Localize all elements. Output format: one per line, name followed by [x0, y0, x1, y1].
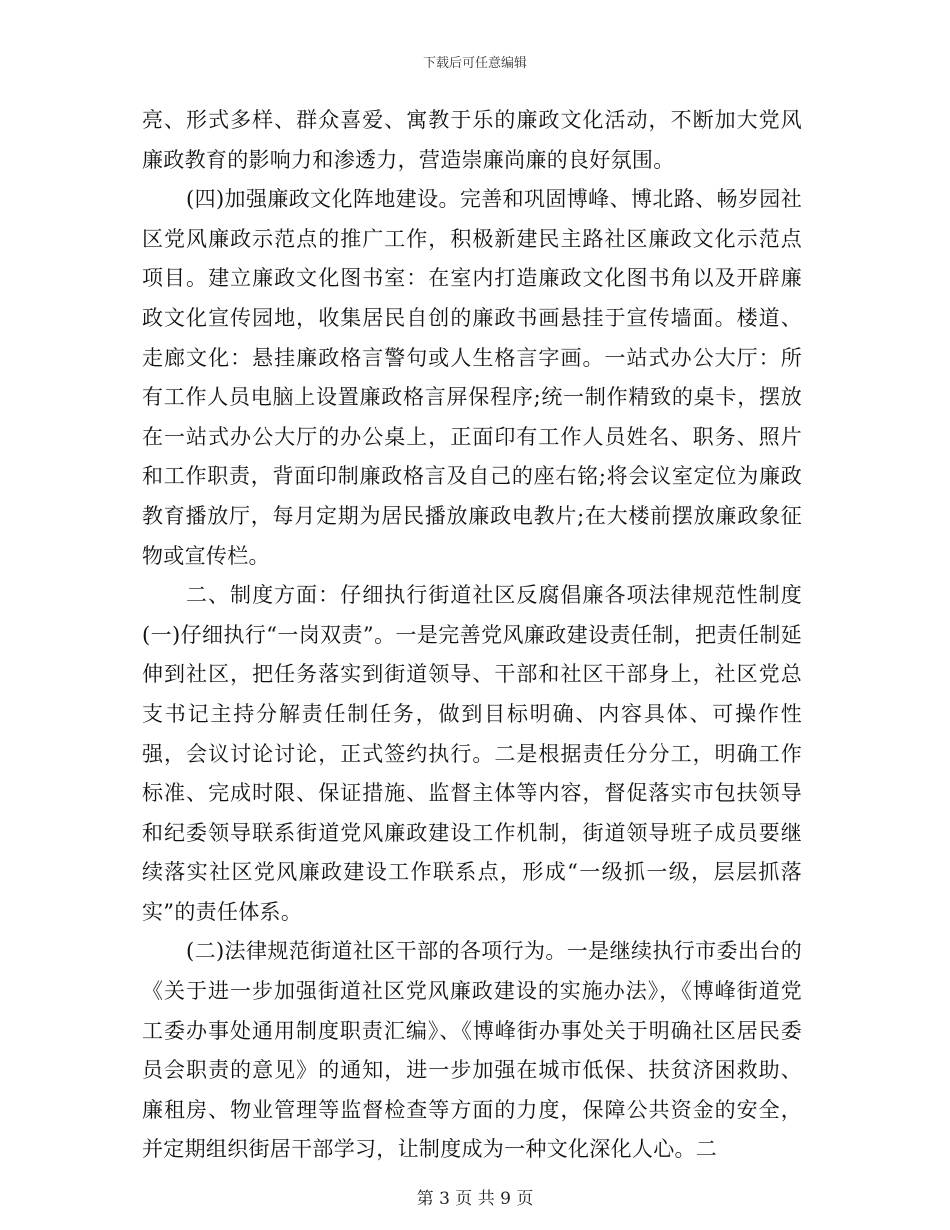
paragraph-2: (四)加强廉政文化阵地建设。完善和巩固博峰、博北路、畅岁园社区党风廉政示范点的推广工作，积极新建民主路社区廉政文化示范点项目。建立廉政文化图书室：在室内打造廉政文化图书角以及开辟廉政文化宣传园地，收集居民自创的廉政书画悬挂于宣传墙面。楼道、走廊文化：悬挂廉政格言警句或人生格言字画。一站式办公大厅：所有工作人员电脑上设置廉政格言屏保程序;统一制作精致的桌卡，摆放在一站式办公大厅的办公桌上，正面印有工作人员姓名、职务、照片和工作职责，背面印制廉政格言及自己的座右铭;将会议室定位为廉政教育播放厅，每月定期为居民播放廉政电教片;在大楼前摆放廉政象征物或宣传栏。	[142, 187, 802, 568]
paragraph-1: 亮、形式多样、群众喜爱、寓教于乐的廉政文化活动，不断加大党风廉政教育的影响力和渗透力，营造崇廉尚廉的良好氛围。	[142, 108, 802, 172]
page-header-note: 下载后可任意编辑	[422, 56, 527, 71]
document-body	[142, 101, 802, 1170]
page-number: 第 3 页 共 9 页	[416, 1189, 534, 1209]
paragraph-3: 二、制度方面：仔细执行街道社区反腐倡廉各项法律规范性制度(一)仔细执行“一岗双责”。一是完善党风廉政建设责任制，把责任制延伸到社区，把任务落实到街道领导、干部和社区干部身上，社区党总支书记主持分解责任制任务，做到目标明确、内容具体、可操作性强，会议讨论讨论，正式签约执行。二是根据责任分分工，明确工作标准、完成时限、保证措施、监督主体等内容，督促落实市包扶领导和纪委领导联系街道党风廉政建设工作机制，街道领导班子成员要继续落实社区党风廉政建设工作联系点，形成“一级抓一级，层层抓落实”的责任体系。	[142, 583, 802, 924]
paragraph-4: (二)法律规范街道社区干部的各项行为。一是继续执行市委出台的《关于进一步加强街道社区党风廉政建设的实施办法》，《博峰街道党工委办事处通用制度职责汇编》、《博峰街办事处关于明确社区居民委员会职责的意见》的通知，进一步加强在城市低保、扶贫济困救助、廉租房、物业管理等监督检查等方面的力度，保障公共资金的安全，并定期组织街居干部学习，让制度成为一种文化深化人心。二	[142, 939, 802, 1162]
